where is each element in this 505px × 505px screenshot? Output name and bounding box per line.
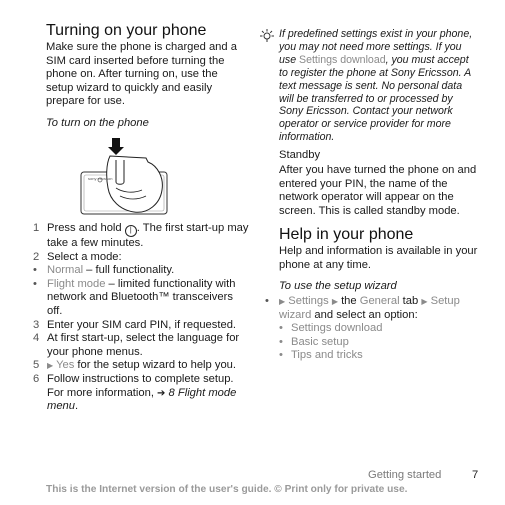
footer-disclaimer: This is the Internet version of the user's guide. © Print only for private use. <box>46 484 408 495</box>
select-arrow-icon: ▶ <box>279 297 286 306</box>
mode-term: Normal <box>47 264 84 277</box>
wizard-text: the <box>337 295 360 307</box>
step-text: Follow instructions to complete setup. For more information, <box>47 372 234 399</box>
step-text: . <box>75 400 79 413</box>
steps-list <box>33 222 251 414</box>
step-2 <box>33 251 251 265</box>
step-text: At first start-up, select the language for your phone menus. <box>47 332 240 358</box>
standby-heading: Standby <box>279 149 321 161</box>
page-number: 7 <box>472 469 479 481</box>
select-arrow-icon: ▶ <box>47 361 54 371</box>
step-text: Select a mode: <box>47 250 122 263</box>
intro-paragraph: Make sure the phone is charged and a SIM card inserted before turning the phone on. After turning on, use the setup wizard to quickly and easily prepare for use. <box>46 41 237 108</box>
note-text: If predefined settings exist in your phone, you may not need more settings. If you use <box>279 28 473 66</box>
note-text: , you must accept to register the phone at Sony Ericsson. A text message is sent. No personal data will be transferred to or processed by Sony Ericsson. Contact your network operator or service provider for more information. <box>279 53 471 144</box>
step-number: 5 <box>33 359 40 372</box>
step-4 <box>33 332 251 359</box>
step-text: . The first start-up may take a few minutes. <box>47 222 249 249</box>
mode-description: – limited functionality with network and Bluetooth™ transceivers off. <box>47 277 236 317</box>
option-tips-and-tricks: • Tips and tricks <box>279 349 485 363</box>
menu-term-setup-wizard: Setup wizard <box>279 295 460 321</box>
mode-term: Flight mode <box>47 277 106 290</box>
note-menu-term: Settings download <box>299 53 386 66</box>
select-arrow-icon: ▶ <box>421 297 428 306</box>
phone-brand-label: sony ericsson <box>88 176 113 181</box>
tip-note <box>279 28 477 144</box>
option-settings-download: • Settings download <box>279 322 485 336</box>
cross-reference-link[interactable]: 8 Flight mode menu <box>47 386 237 413</box>
step-1 <box>33 222 251 251</box>
tip-lightbulb-icon <box>260 29 274 43</box>
wizard-text: tab <box>399 295 422 307</box>
step-6 <box>33 373 251 414</box>
menu-term: Yes <box>56 359 75 372</box>
wizard-text: and select an option: <box>311 308 418 321</box>
wizard-step <box>265 295 485 322</box>
subheading-turn-on: To turn on the phone <box>46 117 149 129</box>
phone-illustration <box>76 138 176 218</box>
step-text: for the setup wizard to help you. <box>74 359 237 372</box>
mode-description: – full functionality. <box>83 264 175 277</box>
step-3 <box>33 319 251 333</box>
menu-term-settings: Settings <box>288 295 329 307</box>
step-number: 3 <box>33 318 40 331</box>
option-basic-setup: • Basic setup <box>279 336 485 350</box>
help-paragraph: Help and information is available in your phone at any time. <box>279 245 478 271</box>
step-number: 6 <box>33 372 40 385</box>
power-key-icon: | <box>125 225 137 237</box>
help-title: Help in your phone <box>279 226 414 243</box>
bullet: • <box>33 264 37 277</box>
wizard-instructions <box>265 295 485 363</box>
section-title: Turning on your phone <box>46 22 207 39</box>
step-5 <box>33 359 251 373</box>
bullet: • <box>265 295 269 307</box>
standby-paragraph: After you have turned the phone on and entered your PIN, the name of the network operator will appear on the screen. This is called standby mode. <box>279 164 477 217</box>
wizard-options <box>279 322 485 363</box>
menu-term-general: General <box>359 295 400 307</box>
reference-arrow-icon: ➔ <box>157 387 166 399</box>
mode-normal <box>33 264 251 278</box>
mode-flight <box>33 278 251 319</box>
subheading-setup-wizard: To use the setup wizard <box>279 280 397 292</box>
step-number: 2 <box>33 250 40 263</box>
footer-section-name: Getting started <box>368 469 442 481</box>
step-number: 1 <box>33 222 40 234</box>
bullet: • <box>33 277 37 290</box>
step-text: Enter your SIM card PIN, if requested. <box>47 318 237 331</box>
step-text: Press and hold <box>47 222 122 234</box>
step-number: 4 <box>33 332 40 345</box>
select-arrow-icon: ▶ <box>331 297 338 306</box>
